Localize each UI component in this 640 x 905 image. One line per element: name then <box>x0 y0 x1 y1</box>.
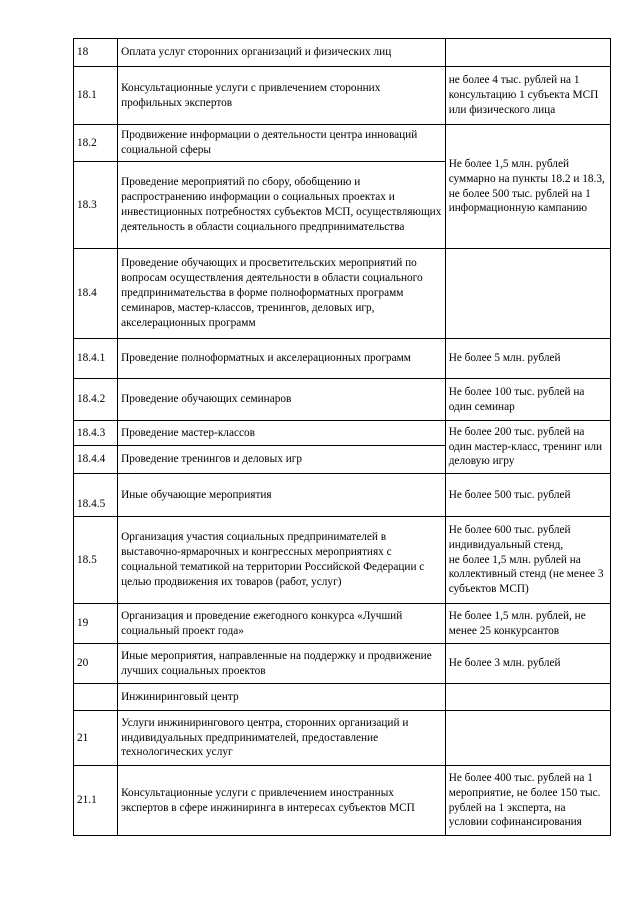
row-number: 18.4.5 <box>74 474 118 517</box>
row-description: Проведение мастер-классов <box>118 421 446 446</box>
row-number: 18 <box>74 39 118 67</box>
row-description: Организация и проведение ежегодного конкурса «Лучший социальный проект года» <box>118 604 446 644</box>
row-description: Проведение полноформатных и акселерационных программ <box>118 339 446 379</box>
table-row <box>74 125 611 162</box>
row-value: Не более 5 млн. рублей <box>445 339 610 379</box>
services-table <box>73 38 611 836</box>
table-row <box>74 517 611 604</box>
row-description: Организация участия социальных предпринимателей в выставочно-ярмарочных и конгрессных мероприятиях с социальной тематикой на территории Российской Федерации с целью продвижения их товаров (работ, услуг) <box>118 517 446 604</box>
row-number: 18.4.4 <box>74 446 118 474</box>
table-row <box>74 604 611 644</box>
table-row <box>74 67 611 125</box>
row-value: Не более 500 тыс. рублей <box>445 474 610 517</box>
row-value <box>445 39 610 67</box>
row-value <box>445 711 610 766</box>
row-number: 18.4.3 <box>74 421 118 446</box>
row-description: Проведение обучающих семинаров <box>118 379 446 421</box>
row-value <box>445 684 610 711</box>
row-value: Не более 1,5 млн. рублей, не менее 25 конкурсантов <box>445 604 610 644</box>
table-row <box>74 339 611 379</box>
row-description: Проведение тренингов и деловых игр <box>118 446 446 474</box>
row-number: 18.5 <box>74 517 118 604</box>
row-value: Не более 600 тыс. рублей индивидуальный стенд, не более 1,5 млн. рублей на коллективный стенд (не менее 3 субъектов МСП) <box>445 517 610 604</box>
row-value: Не более 100 тыс. рублей на один семинар <box>445 379 610 421</box>
row-number: 18.1 <box>74 67 118 125</box>
row-value: Не более 200 тыс. рублей на один мастер-класс, тренинг или деловую игру <box>445 421 610 474</box>
table-row <box>74 474 611 517</box>
table-row <box>74 644 611 684</box>
table-row <box>74 766 611 836</box>
row-description: Консультационные услуги с привлечением иностранных экспертов в сфере инжиниринга в интересах субъектов МСП <box>118 766 446 836</box>
table-row <box>74 711 611 766</box>
row-number: 18.2 <box>74 125 118 162</box>
row-description: Продвижение информации о деятельности центра инноваций социальной сферы <box>118 125 446 162</box>
row-description: Проведение мероприятий по сбору, обобщению и распространению информации о социальных проектах и инвестиционных потребностях субъектов МСП, осуществляющих деятельность в области социального предпринимательства <box>118 162 446 249</box>
row-description: Проведение обучающих и просветительских мероприятий по вопросам осуществления деятельности в области социального предпринимательства в форме полноформатных программ семинаров, мастер-классов, тренингов, деловых игр, акселерационных программ <box>118 249 446 339</box>
row-description: Консультационные услуги с привлечением сторонних профильных экспертов <box>118 67 446 125</box>
row-value <box>445 249 610 339</box>
row-number: 18.4.2 <box>74 379 118 421</box>
row-description: Оплата услуг сторонних организаций и физических лиц <box>118 39 446 67</box>
row-number: 20 <box>74 644 118 684</box>
row-value: Не более 3 млн. рублей <box>445 644 610 684</box>
row-number: 18.3 <box>74 162 118 249</box>
section-heading: Инжиниринговый центр <box>118 684 446 711</box>
row-description: Иные обучающие мероприятия <box>118 474 446 517</box>
row-value: Не более 400 тыс. рублей на 1 мероприятие, не более 150 тыс. рублей на 1 эксперта, на условии софинансирования <box>445 766 610 836</box>
table-row <box>74 684 611 711</box>
row-value: Не более 1,5 млн. рублей суммарно на пункты 18.2 и 18.3, не более 500 тыс. рублей на 1 информационную кампанию <box>445 125 610 249</box>
row-value: не более 4 тыс. рублей на 1 консультацию 1 субъекта МСП или физического лица <box>445 67 610 125</box>
row-number: 18.4 <box>74 249 118 339</box>
row-description: Услуги инжинирингового центра, сторонних организаций и индивидуальных предпринимателей, предоставление технологических услуг <box>118 711 446 766</box>
table-row <box>74 39 611 67</box>
row-number: 19 <box>74 604 118 644</box>
row-number: 21.1 <box>74 766 118 836</box>
table-row <box>74 421 611 446</box>
row-number <box>74 684 118 711</box>
table-row <box>74 249 611 339</box>
row-number: 21 <box>74 711 118 766</box>
row-description: Иные мероприятия, направленные на поддержку и продвижение лучших социальных проектов <box>118 644 446 684</box>
table-row <box>74 379 611 421</box>
row-number: 18.4.1 <box>74 339 118 379</box>
